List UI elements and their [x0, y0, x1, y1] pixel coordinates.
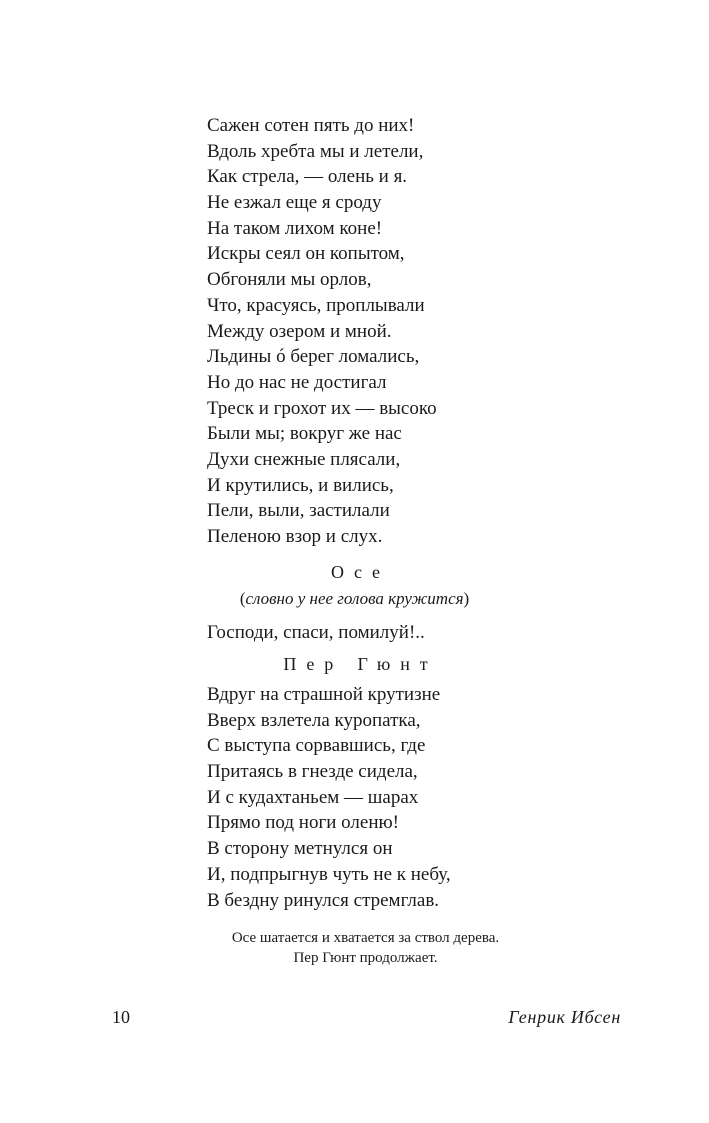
verse-line: В бездну ринулся стремглав.: [207, 889, 440, 911]
verse-block-1: [207, 113, 437, 550]
stage-direction-line: Осе шатается и хватается за ствол дерева.: [231, 930, 500, 946]
verse-line: Притаясь в гнезде сидела,: [207, 761, 418, 783]
speaker-name-ose: Осе: [331, 562, 390, 582]
verse-line: Были мы; вокруг же нас: [207, 423, 402, 445]
remark-text: словно у нее голова кружится: [245, 589, 464, 608]
speaker-name-per-gynt: Пер Гюнт: [283, 654, 438, 674]
verse-line: Не езжал еще я сроду: [207, 192, 382, 214]
verse-line: Обгоняли мы орлов,: [207, 269, 372, 291]
verse-line: И крутились, и вились,: [207, 474, 394, 496]
verse-line: Искры сеял он копытом,: [207, 243, 405, 265]
verse-line: Что, красуясь, проплывали: [207, 294, 425, 316]
verse-line: Сажен сотен пять до них!: [207, 115, 415, 136]
running-footer-author: Генрик Ибсен: [508, 1007, 621, 1027]
verse-line: На таком лихом коне!: [207, 217, 383, 239]
verse-line: Духи снежные плясали,: [207, 448, 401, 470]
verse-line: Треск и грохот их — высоко: [207, 397, 437, 419]
verse-line: С выступа сорвавшись, где: [207, 735, 426, 757]
verse-line: Но до нас не достигал: [207, 371, 387, 393]
verse-line: Как стрела, — олень и я.: [207, 166, 408, 188]
verse-line: Пели, выли, застилали: [207, 500, 390, 522]
verse-line: Господи, спаси, помилуй!..: [207, 622, 425, 643]
verse-block-2: [207, 620, 425, 646]
verse-line: И, подпрыгнув чуть не к небу,: [207, 863, 451, 885]
stage-direction: [0, 928, 709, 968]
page-number: 10: [112, 1007, 130, 1027]
verse-line: В сторону метнулся он: [207, 838, 393, 860]
remark-open-paren: (: [239, 589, 246, 608]
verse-line: Пеленою взор и слух.: [207, 526, 383, 547]
stage-remark: [0, 589, 709, 609]
verse-line: Между озером и мной.: [207, 320, 392, 342]
remark-close-paren: ): [463, 589, 470, 608]
stage-direction-line: Пер Гюнт продолжает.: [293, 950, 438, 966]
verse-line: Вдруг на страшной крутизне: [207, 684, 441, 705]
verse-line: И с кудахтаньем — шарах: [207, 786, 419, 808]
verse-line: Вверх взлетела куропатка,: [207, 709, 421, 731]
verse-line: Прямо под ноги оленю!: [207, 812, 400, 834]
verse-block-3: [207, 682, 451, 913]
verse-line: Льдины ó берег ломались,: [207, 346, 420, 368]
verse-line: Вдоль хребта мы и летели,: [207, 140, 424, 162]
